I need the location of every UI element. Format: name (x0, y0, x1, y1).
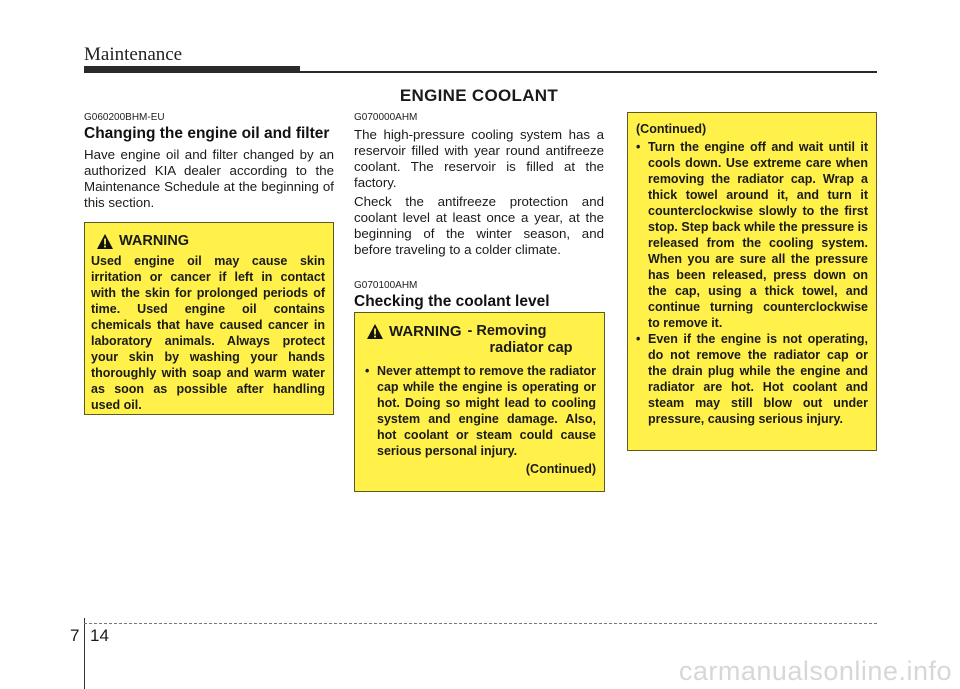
section-code: G060200BHM-EU (84, 112, 165, 123)
coolant-check-text: Check the antifreeze protection and coolant level at least once a year, at the beginning of the winter season, and before traveling to a colder climate. (354, 194, 604, 257)
warning-subtitle-line: radiator cap (489, 340, 573, 356)
left-column (84, 112, 334, 211)
warning-title-row (91, 233, 325, 249)
warning-triangle-icon (367, 324, 383, 339)
footer-divider (84, 618, 85, 689)
section-heading: ENGINE COOLANT (399, 86, 559, 105)
page-number: 14 (90, 626, 109, 645)
warning-subtitle-line: - Removing (467, 323, 547, 339)
continued-label: (Continued) (636, 122, 707, 136)
radiator-warning-bullet: • Never attempt to remove the radiator cap while the engine is operating or hot. Doing so might lead to cooling system and engine damage. Also, hot coolant or steam could cause serious personal injury. (365, 363, 596, 459)
warning-subtitle (468, 323, 573, 357)
middle-column (354, 112, 604, 315)
oil-change-heading: Changing the engine oil and filter (84, 125, 330, 142)
footer-rule (84, 623, 877, 624)
chapter-number: 7 (70, 626, 80, 645)
section-code: G070000AHM (354, 112, 418, 123)
watermark: carmanualsonline.info (678, 656, 952, 686)
warning-triangle-icon (97, 234, 113, 249)
oil-warning-box (84, 222, 334, 415)
radiator-warning-box (354, 312, 605, 492)
warning-title: WARNING (119, 233, 190, 249)
header-rule (300, 71, 877, 73)
oil-warning-text: Used engine oil may cause skin irritation or cancer if left in contact with the skin for prolonged periods of time. Used engine oil contains chemicals that have caused cancer in laboratory animals. Always protect your skin by washing your hands thoroughly with soap and warm water as soon as possible after handling used oil. (91, 254, 325, 412)
page-header-title: Maintenance (84, 44, 183, 65)
warning-bullet: • Turn the engine off and wait until it cools down. Use extreme care when removing the radiator cap. Wrap a thick towel around it, and turn it counterclockwise slowly to the first stop. Step back while the pressure is released from the cooling system. When you are sure all the pressure has been released, press down on the cap, using a thick towel, and continue turning counterclockwise to remove it. (636, 139, 868, 331)
continued-label: (Continued) (525, 462, 596, 476)
header-bar (84, 66, 300, 73)
warning-title-row (365, 323, 596, 357)
coolant-intro: The high-pressure cooling system has a reservoir filled with year round antifreeze coolant. The reservoir is filled at the factory. (354, 127, 604, 190)
warning-bullet: • Even if the engine is not operating, do not remove the radiator cap or the drain plug while the engine and radiator are hot. Hot coolant and steam may still blow out under pressure, causing serious injury. (636, 331, 868, 427)
warning-title: WARNING (389, 323, 462, 340)
section-code: G070100AHM (354, 280, 418, 291)
coolant-level-heading: Checking the coolant level (354, 293, 550, 310)
radiator-warning-continued-box (627, 112, 877, 451)
oil-change-body: Have engine oil and filter changed by an authorized KIA dealer according to the Maintenance Schedule at the beginning of this section. (84, 147, 334, 210)
